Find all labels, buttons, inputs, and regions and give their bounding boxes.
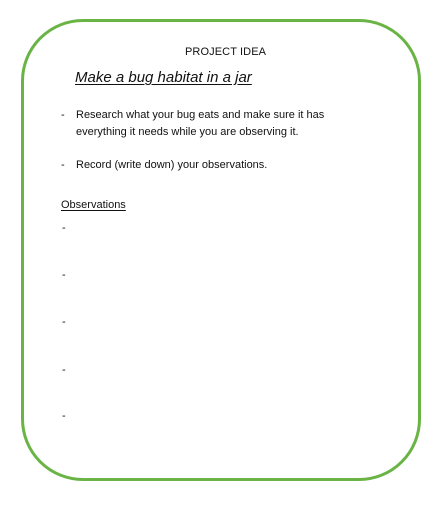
card-header: PROJECT IDEA xyxy=(185,46,267,58)
bullet-text xyxy=(76,157,267,174)
observation-entry-5: - xyxy=(62,410,66,422)
observations-heading: Observations xyxy=(61,199,126,211)
bullet-line: Record (write down) your observations. xyxy=(76,159,268,171)
bullet-line: everything it needs while you are observing it. xyxy=(76,126,299,138)
bullet-dash: - xyxy=(61,109,65,121)
project-title: Make a bug habitat in a jar xyxy=(75,69,252,86)
observation-entry-1: - xyxy=(62,222,66,234)
observation-entry-3: - xyxy=(62,316,66,328)
observation-entry-2: - xyxy=(62,269,66,281)
project-card xyxy=(21,19,421,481)
bullet-dash: - xyxy=(61,159,65,171)
observation-entry-4: - xyxy=(62,364,66,376)
bullet-text xyxy=(76,107,324,141)
bullet-line: Research what your bug eats and make sure it has xyxy=(76,109,325,121)
